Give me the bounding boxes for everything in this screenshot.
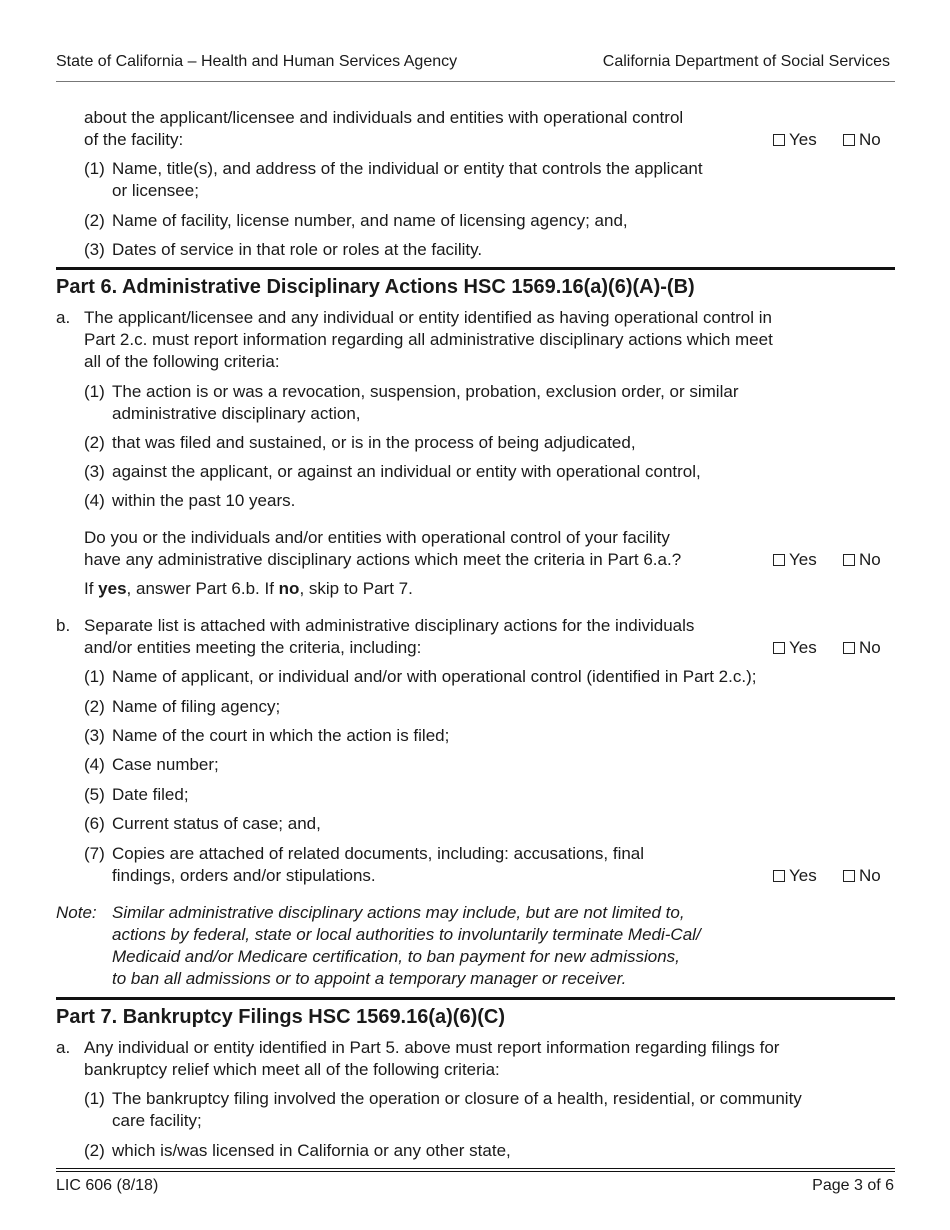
item-number: (1) — [84, 667, 105, 686]
yes-label: Yes — [789, 638, 817, 657]
yes-checkbox[interactable] — [773, 865, 817, 887]
no-checkbox[interactable] — [843, 549, 881, 571]
no-label: No — [859, 638, 881, 657]
list-item: Name of applicant, or individual and/or with operational control (identified in Part 2.c.); — [112, 667, 757, 686]
list-item: within the past 10 years. — [112, 491, 296, 510]
no-checkbox[interactable] — [843, 865, 881, 887]
part-7-title: Part 7. Bankruptcy Filings HSC 1569.16(a)(6)(C) — [56, 1006, 506, 1028]
part-6-title: Part 6. Administrative Disciplinary Actions HSC 1569.16(a)(6)(A)-(B) — [56, 276, 695, 298]
list-item: Name of facility, license number, and name of licensing agency; and, — [112, 211, 628, 230]
item-number: (4) — [84, 755, 105, 774]
list-item: that was filed and sustained, or is in the process of being adjudicated, — [112, 433, 636, 452]
yes-checkbox[interactable] — [773, 637, 817, 659]
no-checkbox[interactable] — [843, 637, 881, 659]
question-line-1: Do you or the individuals and/or entities with operational control of your facility — [84, 528, 670, 547]
list-item-continued: or licensee; — [112, 181, 199, 200]
list-item: Dates of service in that role or roles at the facility. — [112, 240, 483, 259]
item-number: (5) — [84, 785, 105, 804]
list-item: which is/was licensed in California or any other state, — [112, 1141, 511, 1160]
page-number: Page 3 of 6 — [812, 1177, 894, 1194]
item-number: (1) — [84, 1089, 105, 1108]
header-divider — [56, 81, 895, 82]
part-7a-line-2: bankruptcy relief which meet all of the following criteria: — [84, 1060, 500, 1079]
cont-line-2: of the facility: — [84, 130, 184, 149]
list-item: Name, title(s), and address of the individual or entity that controls the applicant — [112, 159, 703, 178]
cont-line-1: about the applicant/licensee and individuals and entities with operational control — [84, 108, 684, 127]
list-item: The bankruptcy filing involved the operation or closure of a health, residential, or community — [112, 1089, 802, 1108]
note-line-2: actions by federal, state or local authorities to involuntarily terminate Medi-Cal/ — [112, 925, 701, 944]
section-divider — [56, 267, 895, 270]
footer-divider-top — [56, 1168, 895, 1169]
checkbox-icon[interactable] — [773, 642, 785, 654]
yes-label: Yes — [789, 866, 817, 885]
item-number: (3) — [84, 240, 105, 259]
yes-checkbox[interactable] — [773, 549, 817, 571]
list-item-continued: administrative disciplinary action, — [112, 404, 361, 423]
part-6a-line-1: The applicant/licensee and any individual or entity identified as having operational control in — [84, 308, 772, 327]
no-label: No — [859, 550, 881, 569]
yes-checkbox[interactable] — [773, 129, 817, 151]
item-number: (4) — [84, 491, 105, 510]
question-line-2: have any administrative disciplinary actions which meet the criteria in Part 6.a.? — [84, 550, 682, 569]
list-item: Name of the court in which the action is filed; — [112, 726, 450, 745]
item-number: (6) — [84, 814, 105, 833]
list-item-continued: findings, orders and/or stipulations. — [112, 866, 376, 885]
item-number: (2) — [84, 211, 105, 230]
item-number: (7) — [84, 844, 105, 863]
part-7a-line-1: Any individual or entity identified in Part 5. above must report information regarding filings for — [84, 1038, 780, 1057]
checkbox-icon[interactable] — [843, 642, 855, 654]
footer-divider-bottom — [56, 1171, 895, 1172]
checkbox-icon[interactable] — [843, 554, 855, 566]
list-item: Current status of case; and, — [112, 814, 321, 833]
list-item: Case number; — [112, 755, 219, 774]
note-label: Note: — [56, 903, 97, 922]
note-line-1: Similar administrative disciplinary actions may include, but are not limited to, — [112, 903, 685, 922]
list-item: against the applicant, or against an individual or entity with operational control, — [112, 462, 701, 481]
item-number: (2) — [84, 1141, 105, 1160]
item-number: (2) — [84, 697, 105, 716]
no-label: No — [859, 130, 881, 149]
header-department: California Department of Social Services — [602, 53, 890, 70]
part-6a-line-2: Part 2.c. must report information regarding all administrative disciplinary actions which meet — [84, 330, 773, 349]
checkbox-icon[interactable] — [843, 870, 855, 882]
part-6a-line-3: all of the following criteria: — [84, 352, 280, 371]
item-number: (1) — [84, 159, 105, 178]
item-label: a. — [56, 1038, 71, 1057]
note-line-3: Medicaid and/or Medicare certification, to ban payment for new admissions, — [112, 947, 680, 966]
form-number: LIC 606 (8/18) — [56, 1177, 159, 1194]
item-number: (3) — [84, 726, 105, 745]
part-6b-line-2: and/or entities meeting the criteria, including: — [84, 638, 422, 657]
yes-label: Yes — [789, 550, 817, 569]
item-label: a. — [56, 308, 71, 327]
item-number: (2) — [84, 433, 105, 452]
no-label: No — [859, 866, 881, 885]
list-item: Date filed; — [112, 785, 189, 804]
yes-label: Yes — [789, 130, 817, 149]
checkbox-icon[interactable] — [773, 134, 785, 146]
header-agency: State of California – Health and Human Services Agency — [56, 53, 458, 70]
list-item: The action is or was a revocation, suspension, probation, exclusion order, or similar — [112, 382, 739, 401]
checkbox-icon[interactable] — [773, 554, 785, 566]
checkbox-icon[interactable] — [773, 870, 785, 882]
item-number: (1) — [84, 382, 105, 401]
list-item-continued: care facility; — [112, 1111, 202, 1130]
note-line-4: to ban all admissions or to appoint a temporary manager or receiver. — [112, 969, 627, 988]
item-number: (3) — [84, 462, 105, 481]
checkbox-icon[interactable] — [843, 134, 855, 146]
item-label: b. — [56, 616, 71, 635]
section-divider — [56, 997, 895, 1000]
list-item: Name of filing agency; — [112, 697, 281, 716]
part-6b-line-1: Separate list is attached with administrative disciplinary actions for the individuals — [84, 616, 695, 635]
no-checkbox[interactable] — [843, 129, 881, 151]
list-item: Copies are attached of related documents, including: accusations, final — [112, 844, 645, 863]
instruction-line: If yes, answer Part 6.b. If no, skip to Part 7. — [84, 579, 413, 598]
